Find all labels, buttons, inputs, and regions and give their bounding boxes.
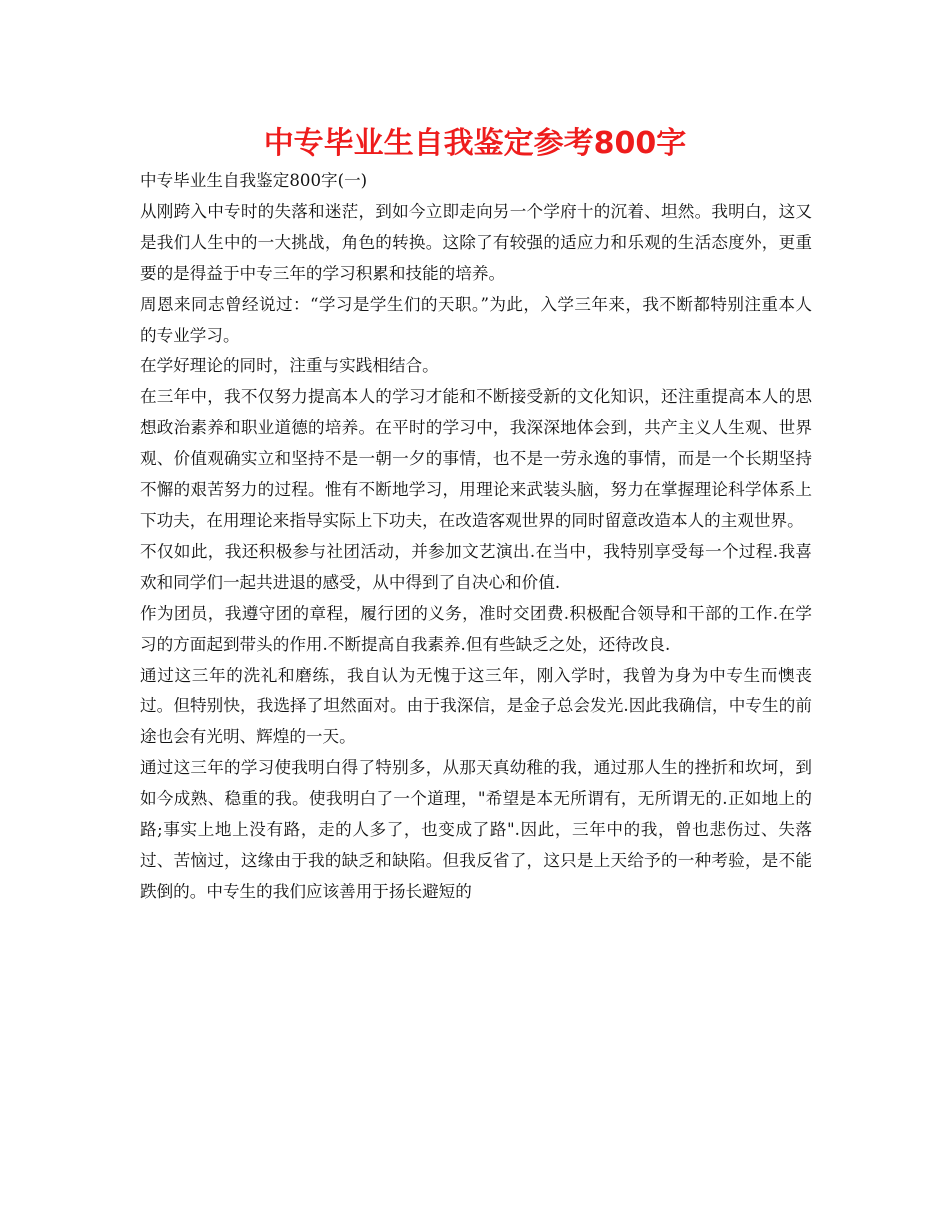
paragraph: 从刚跨入中专时的失落和迷茫，到如今立即走向另一个学府十的沉着、坦然。我明白，这又是我们人生中的一大挑战，角色的转换。这除了有较强的适应力和乐观的生活态度外，更重要的是得益于中专三年的学习积累和技能的培养。 [140, 201, 812, 283]
paragraph: 周恩来同志曾经说过：“学习是学生们的天职。”为此，入学三年来，我不断都特别注重本人的专业学习。 [140, 294, 812, 345]
paragraph-subtitle: 中专毕业生自我鉴定800字(一) [140, 171, 368, 190]
paragraph: 作为团员，我遵守团的章程，履行团的义务，准时交团费.积极配合领导和干部的工作.在学习的方面起到带头的作用.不断提高自我素养.但有些缺乏之处，还待改良. [140, 603, 812, 654]
paragraph: 在学好理论的同时，注重与实践相结合。 [140, 356, 439, 376]
paragraph: 通过这三年的洗礼和磨练，我自认为无愧于这三年，刚入学时，我曾为身为中专生而懊丧过。但特别快，我选择了坦然面对。由于我深信，是金子总会发光.因此我确信，中专生的前途也会有光明、辉煌的一天。 [140, 665, 812, 747]
paragraph: 在三年中，我不仅努力提高本人的学习才能和不断接受新的文化知识，还注重提高本人的思想政治素养和职业道德的培养。在平时的学习中，我深深地体会到，共产主义人生观、世界观、价值观确实立和坚持不是一朝一夕的事情，也不是一劳永逸的事情，而是一个长期坚持不懈的艰苦努力的过程。惟有不断地学习，用理论来武装头脑，努力在掌握理论科学体系上下功夫，在用理论来指导实际上下功夫，在改造客观世界的同时留意改造本人的主观世界。 [140, 387, 812, 530]
document-title: 中专毕业生自我鉴定参考800字 [263, 126, 687, 161]
paragraph: 不仅如此，我还积极参与社团活动，并参加文艺演出.在当中，我特别享受每一个过程.我喜欢和同学们一起共进退的感受，从中得到了自决心和价值. [140, 541, 812, 592]
paragraph: 通过这三年的学习使我明白得了特别多，从那天真幼稚的我，通过那人生的挫折和坎坷，到如今成熟、稳重的我。使我明白了一个道理，"希望是本无所谓有，无所谓无的.正如地上的路;事实上地上没有路，走的人多了，也变成了路".因此，三年中的我，曾也悲伤过、失落过、苦恼过，这缘由于我的缺乏和缺陷。但我反省了，这只是上天给予的一种考验，是不能跌倒的。中专生的我们应该善用于扬长避短的 [140, 758, 812, 901]
document-body [140, 166, 812, 908]
